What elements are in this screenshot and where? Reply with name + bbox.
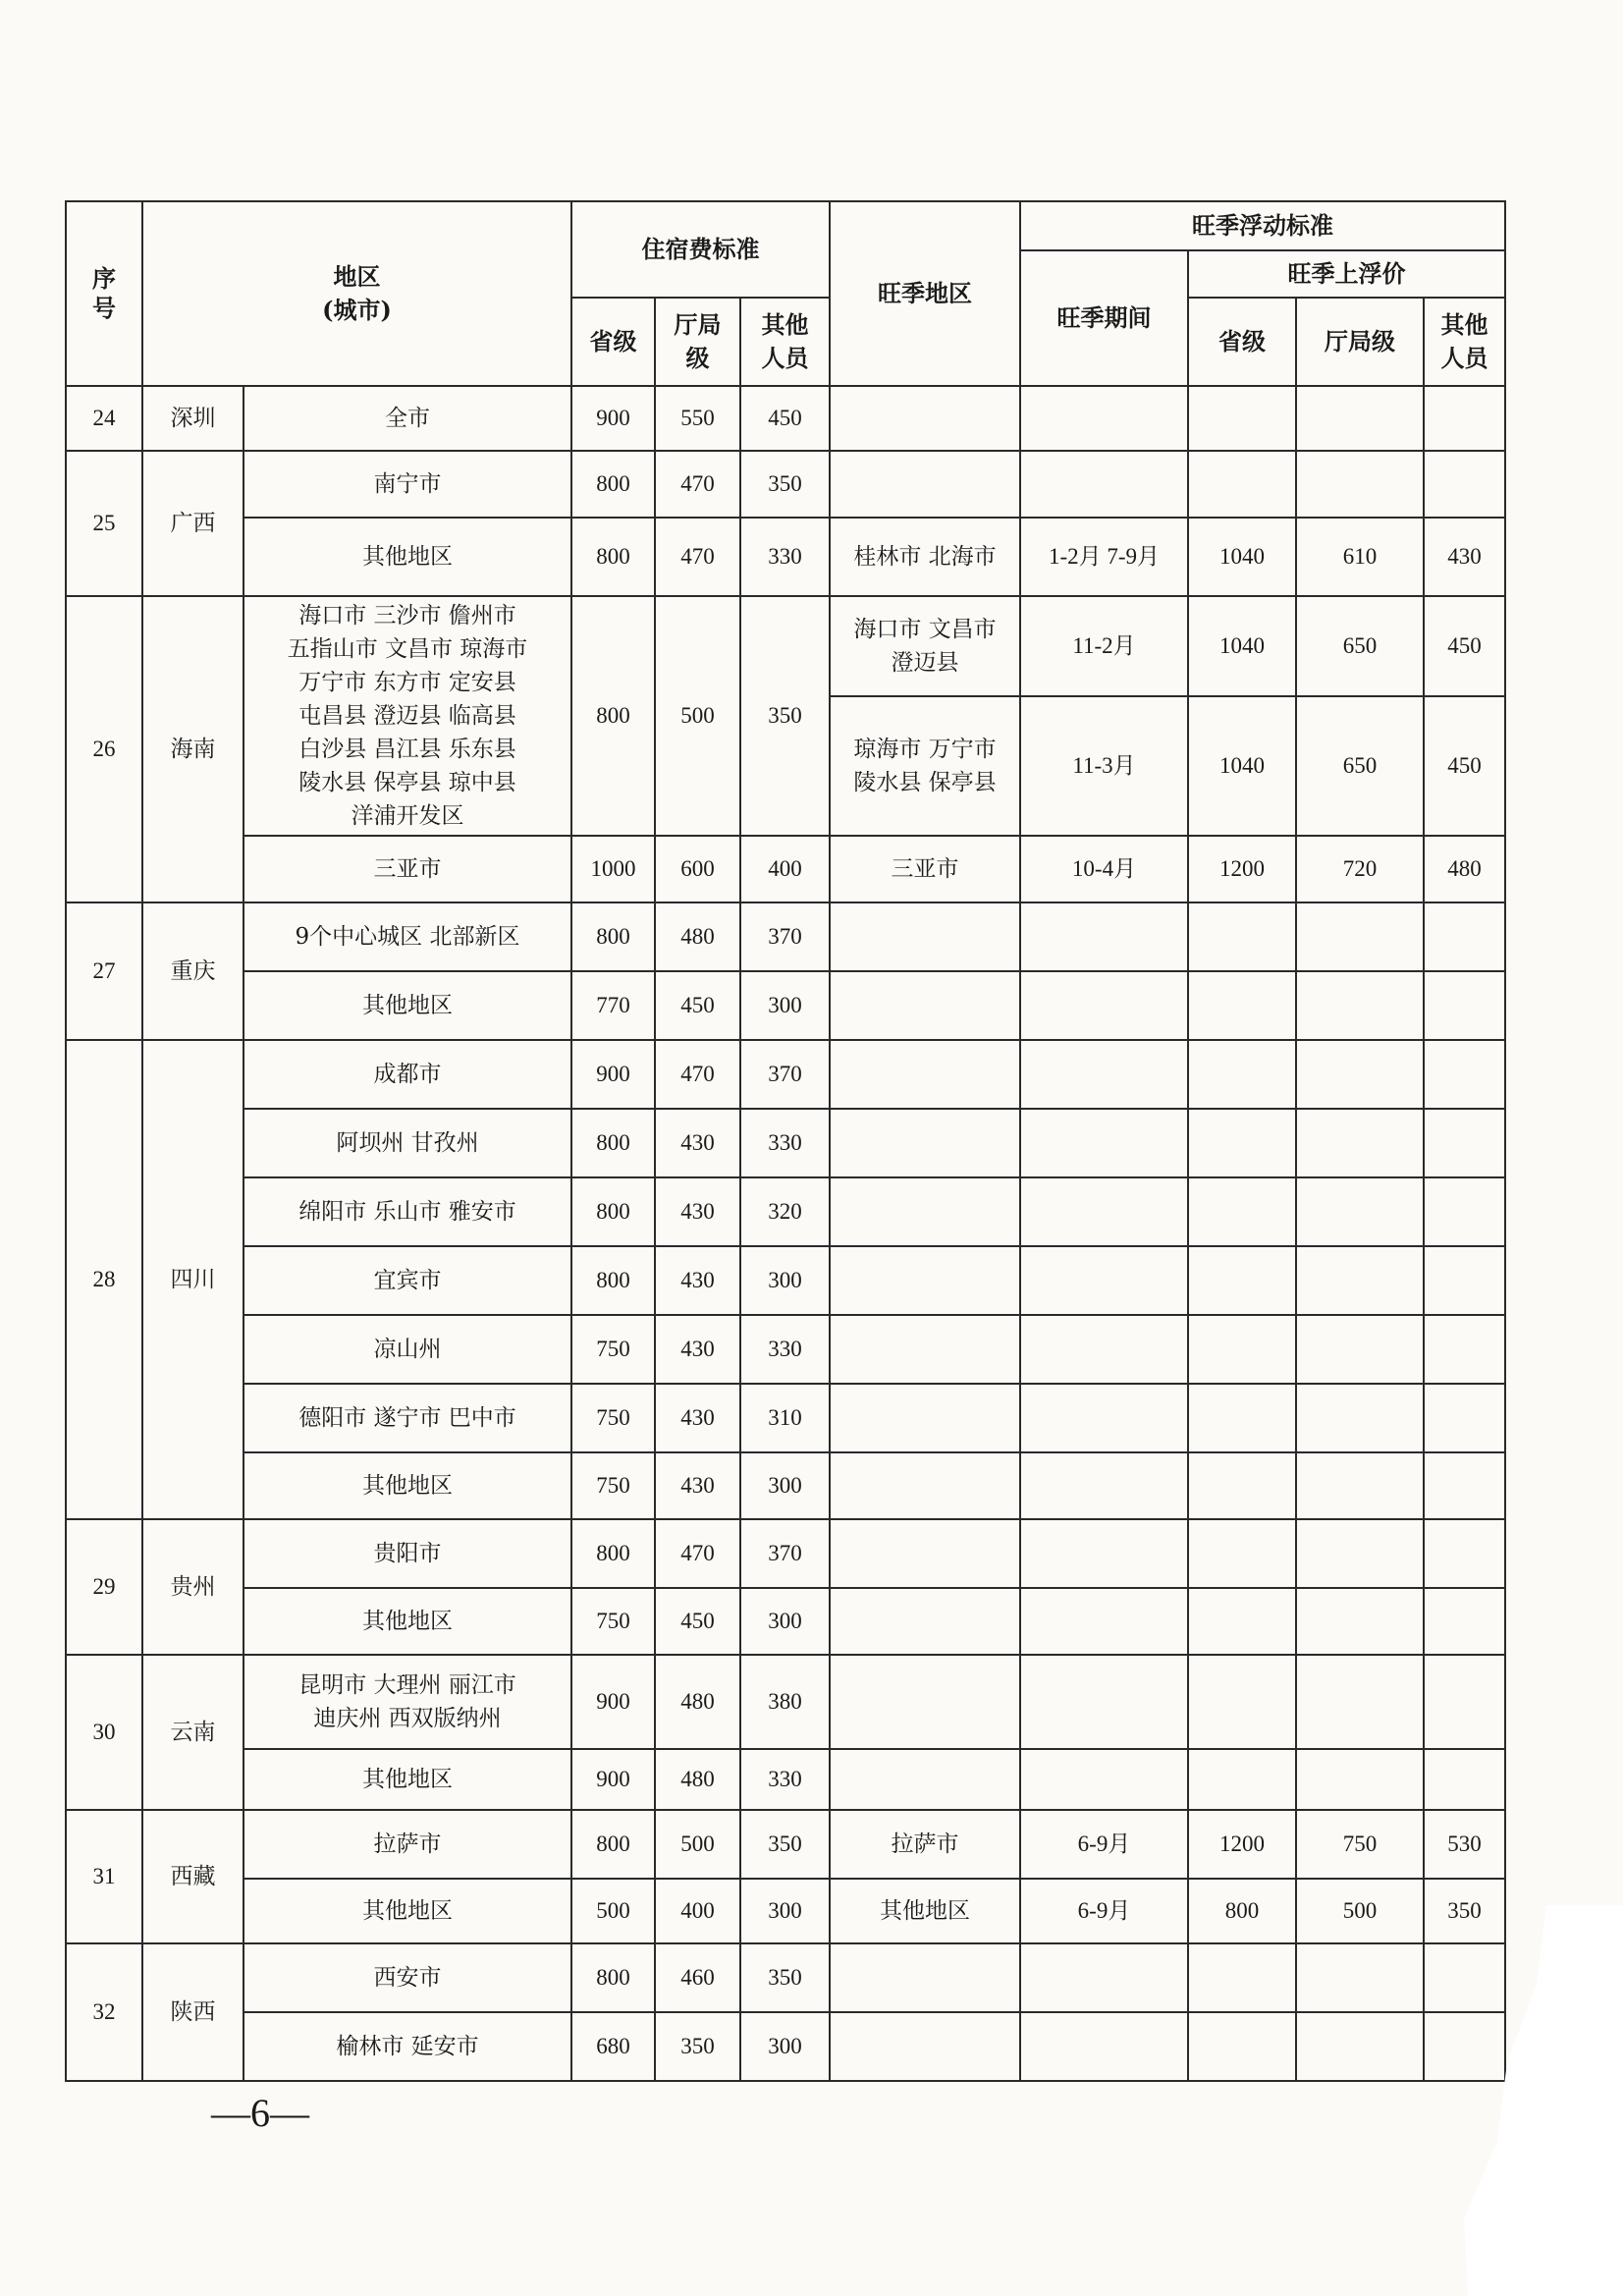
header-peak-float: 旺季浮动标准: [1020, 201, 1505, 250]
others-cell: 370: [740, 902, 830, 971]
peak-bureau-cell: [1296, 1246, 1424, 1315]
provincial-cell: 1000: [571, 836, 655, 902]
others-cell: 330: [740, 1109, 830, 1177]
peak-period-cell: 11-3月: [1020, 696, 1188, 836]
others-cell: 350: [740, 596, 830, 836]
table-row: [66, 2012, 1505, 2081]
bureau-cell: 430: [655, 1452, 740, 1519]
area-cell: 贵阳市: [243, 1519, 571, 1588]
bureau-cell: 480: [655, 1749, 740, 1810]
peak-area-cell: [830, 1943, 1020, 2012]
peak-period-cell: [1020, 1109, 1188, 1177]
province-cell: 云南: [142, 1655, 243, 1810]
others-cell: 320: [740, 1177, 830, 1246]
area-cell: 三亚市: [243, 836, 571, 902]
peak-provincial-cell: [1188, 386, 1296, 451]
peak-others-cell: [1424, 386, 1505, 451]
peak-provincial-cell: [1188, 2012, 1296, 2081]
peak-bureau-cell: [1296, 1519, 1424, 1588]
peak-period-cell: [1020, 451, 1188, 518]
peak-area-cell: [830, 1109, 1020, 1177]
others-cell: 330: [740, 518, 830, 596]
peak-period-cell: [1020, 2012, 1188, 2081]
table-row: [66, 386, 1505, 451]
peak-provincial-cell: 1040: [1188, 518, 1296, 596]
area-cell: 其他地区: [243, 971, 571, 1040]
bureau-cell: 430: [655, 1109, 740, 1177]
area-cell: 德阳市 遂宁市 巴中市: [243, 1384, 571, 1452]
provincial-cell: 680: [571, 2012, 655, 2081]
peak-period-cell: [1020, 1519, 1188, 1588]
table-row: [66, 1109, 1505, 1177]
area-cell: 凉山州: [243, 1315, 571, 1384]
peak-area-cell: 拉萨市: [830, 1810, 1020, 1879]
provincial-cell: 800: [571, 518, 655, 596]
peak-provincial-cell: [1188, 1315, 1296, 1384]
peak-provincial-cell: 800: [1188, 1879, 1296, 1943]
peak-provincial-cell: [1188, 1246, 1296, 1315]
seq-cell: 24: [66, 386, 142, 451]
peak-period-cell: [1020, 1588, 1188, 1655]
peak-period-cell: [1020, 971, 1188, 1040]
table-row: [66, 1452, 1505, 1519]
peak-bureau-cell: 500: [1296, 1879, 1424, 1943]
peak-period-cell: 6-9月: [1020, 1879, 1188, 1943]
area-cell: 宜宾市: [243, 1246, 571, 1315]
peak-others-cell: [1424, 902, 1505, 971]
peak-provincial-cell: [1188, 1655, 1296, 1749]
peak-area-cell: [830, 1452, 1020, 1519]
others-cell: 350: [740, 1943, 830, 2012]
bureau-cell: 500: [655, 596, 740, 836]
others-cell: 300: [740, 971, 830, 1040]
peak-provincial-cell: [1188, 1384, 1296, 1452]
peak-others-cell: [1424, 1519, 1505, 1588]
peak-others-cell: [1424, 1109, 1505, 1177]
bureau-cell: 430: [655, 1246, 740, 1315]
seq-cell: 29: [66, 1519, 142, 1655]
peak-others-cell: 350: [1424, 1879, 1505, 1943]
bureau-cell: 400: [655, 1879, 740, 1943]
province-cell: 陕西: [142, 1943, 243, 2081]
peak-area-cell: 三亚市: [830, 836, 1020, 902]
area-cell: 海口市 三沙市 儋州市 五指山市 文昌市 琼海市 万宁市 东方市 定安县 屯昌县 澄迈县 临高县 白沙县 昌江县 乐东县 陵水县 保亭县 琼中县 洋浦开发区: [243, 596, 571, 836]
area-cell: 昆明市 大理州 丽江市 迪庆州 西双版纳州: [243, 1655, 571, 1749]
seq-cell: 31: [66, 1810, 142, 1943]
header-provincial: 省级: [571, 298, 655, 386]
header-lodging-standard: 住宿费标准: [571, 201, 830, 298]
table-row: [66, 1177, 1505, 1246]
bureau-cell: 550: [655, 386, 740, 451]
peak-provincial-cell: 1040: [1188, 696, 1296, 836]
peak-bureau-cell: [1296, 1040, 1424, 1109]
bureau-cell: 500: [655, 1810, 740, 1879]
peak-bureau-cell: [1296, 971, 1424, 1040]
peak-period-cell: 1-2月 7-9月: [1020, 518, 1188, 596]
peak-area-cell: [830, 1749, 1020, 1810]
provincial-cell: 800: [571, 451, 655, 518]
peak-others-cell: [1424, 1384, 1505, 1452]
bureau-cell: 470: [655, 451, 740, 518]
area-cell: 榆林市 延安市: [243, 2012, 571, 2081]
peak-area-cell: [830, 2012, 1020, 2081]
peak-others-cell: [1424, 1246, 1505, 1315]
peak-provincial-cell: [1188, 1519, 1296, 1588]
provincial-cell: 800: [571, 1177, 655, 1246]
others-cell: 350: [740, 1810, 830, 1879]
provincial-cell: 900: [571, 1749, 655, 1810]
bureau-cell: 460: [655, 1943, 740, 2012]
provincial-cell: 900: [571, 1040, 655, 1109]
header-bureau: 厅局级: [655, 298, 740, 386]
peak-period-cell: [1020, 386, 1188, 451]
header-peak-period: 旺季期间: [1020, 250, 1188, 386]
peak-period-cell: [1020, 1315, 1188, 1384]
others-cell: 450: [740, 386, 830, 451]
peak-provincial-cell: [1188, 1177, 1296, 1246]
peak-others-cell: 430: [1424, 518, 1505, 596]
others-cell: 310: [740, 1384, 830, 1452]
others-cell: 300: [740, 2012, 830, 2081]
table-row: [66, 1040, 1505, 1109]
area-cell: 西安市: [243, 1943, 571, 2012]
peak-bureau-cell: [1296, 386, 1424, 451]
peak-provincial-cell: [1188, 1749, 1296, 1810]
area-cell: 绵阳市 乐山市 雅安市: [243, 1177, 571, 1246]
peak-bureau-cell: [1296, 1315, 1424, 1384]
province-cell: 贵州: [142, 1519, 243, 1655]
peak-area-cell: [830, 1040, 1020, 1109]
peak-provincial-cell: 1200: [1188, 836, 1296, 902]
peak-others-cell: [1424, 1040, 1505, 1109]
provincial-cell: 800: [571, 1246, 655, 1315]
table-row: [66, 902, 1505, 971]
seq-cell: 32: [66, 1943, 142, 2081]
peak-bureau-cell: [1296, 1749, 1424, 1810]
bureau-cell: 430: [655, 1177, 740, 1246]
header-row-1: [66, 201, 1505, 250]
provincial-cell: 800: [571, 902, 655, 971]
others-cell: 300: [740, 1246, 830, 1315]
area-cell: 其他地区: [243, 1749, 571, 1810]
header-peak-markup: 旺季上浮价: [1188, 250, 1505, 298]
table-row: [66, 1943, 1505, 2012]
area-cell: 9个中心城区 北部新区: [243, 902, 571, 971]
seq-cell: 28: [66, 1040, 142, 1519]
provincial-cell: 800: [571, 1810, 655, 1879]
header-provincial-2: 省级: [1188, 298, 1296, 386]
peak-bureau-cell: 650: [1296, 696, 1424, 836]
peak-others-cell: [1424, 2012, 1505, 2081]
peak-period-cell: [1020, 1749, 1188, 1810]
peak-bureau-cell: [1296, 1384, 1424, 1452]
peak-period-cell: [1020, 1655, 1188, 1749]
peak-others-cell: [1424, 1943, 1505, 2012]
peak-others-cell: 450: [1424, 596, 1505, 696]
peak-others-cell: [1424, 971, 1505, 1040]
area-cell: 其他地区: [243, 1879, 571, 1943]
peak-area-cell: 桂林市 北海市: [830, 518, 1020, 596]
peak-provincial-cell: [1188, 1588, 1296, 1655]
table-row: [66, 1655, 1505, 1749]
provincial-cell: 800: [571, 1109, 655, 1177]
peak-period-cell: 6-9月: [1020, 1810, 1188, 1879]
peak-provincial-cell: [1188, 1452, 1296, 1519]
peak-area-cell: [830, 1519, 1020, 1588]
page-number: —6—: [211, 2091, 309, 2135]
provincial-cell: 750: [571, 1384, 655, 1452]
others-cell: 300: [740, 1452, 830, 1519]
peak-area-cell: 海口市 文昌市 澄迈县: [830, 596, 1020, 696]
peak-bureau-cell: [1296, 2012, 1424, 2081]
bureau-cell: 480: [655, 1655, 740, 1749]
province-cell: 重庆: [142, 902, 243, 1040]
peak-bureau-cell: [1296, 1655, 1424, 1749]
seq-cell: 26: [66, 596, 142, 902]
peak-bureau-cell: [1296, 902, 1424, 971]
provincial-cell: 500: [571, 1879, 655, 1943]
peak-others-cell: [1424, 1315, 1505, 1384]
table-row: [66, 1384, 1505, 1452]
province-cell: 海南: [142, 596, 243, 902]
province-cell: 西藏: [142, 1810, 243, 1943]
peak-others-cell: [1424, 1588, 1505, 1655]
peak-provincial-cell: [1188, 902, 1296, 971]
bureau-cell: 350: [655, 2012, 740, 2081]
others-cell: 330: [740, 1749, 830, 1810]
header-bureau-2: 厅局级: [1296, 298, 1424, 386]
seq-cell: 25: [66, 451, 142, 596]
others-cell: 380: [740, 1655, 830, 1749]
provincial-cell: 800: [571, 596, 655, 836]
peak-area-cell: [830, 1384, 1020, 1452]
area-cell: 阿坝州 甘孜州: [243, 1109, 571, 1177]
peak-provincial-cell: [1188, 1109, 1296, 1177]
area-cell: 南宁市: [243, 451, 571, 518]
peak-others-cell: [1424, 1177, 1505, 1246]
lodging-standards-table: [65, 200, 1506, 2082]
peak-period-cell: [1020, 1246, 1188, 1315]
others-cell: 300: [740, 1588, 830, 1655]
province-cell: 广西: [142, 451, 243, 596]
peak-area-cell: 琼海市 万宁市 陵水县 保亭县: [830, 696, 1020, 836]
peak-area-cell: [830, 451, 1020, 518]
bureau-cell: 470: [655, 1040, 740, 1109]
bureau-cell: 480: [655, 902, 740, 971]
peak-others-cell: [1424, 1655, 1505, 1749]
peak-bureau-cell: 720: [1296, 836, 1424, 902]
peak-period-cell: [1020, 1452, 1188, 1519]
peak-provincial-cell: [1188, 1040, 1296, 1109]
peak-provincial-cell: [1188, 451, 1296, 518]
header-peak-region: 旺季地区: [830, 201, 1020, 386]
header-region: 地区 (城市): [142, 201, 571, 386]
header-others-2: 其他人员: [1424, 298, 1505, 386]
seq-cell: 27: [66, 902, 142, 1040]
table-row: [66, 1246, 1505, 1315]
peak-period-cell: [1020, 1943, 1188, 2012]
peak-bureau-cell: [1296, 1452, 1424, 1519]
peak-period-cell: 10-4月: [1020, 836, 1188, 902]
table-row: [66, 971, 1505, 1040]
table-row: [66, 1588, 1505, 1655]
provincial-cell: 800: [571, 1943, 655, 2012]
peak-others-cell: 530: [1424, 1810, 1505, 1879]
table-row: [66, 1315, 1505, 1384]
bureau-cell: 470: [655, 518, 740, 596]
others-cell: 350: [740, 451, 830, 518]
area-cell: 其他地区: [243, 1452, 571, 1519]
peak-bureau-cell: [1296, 1943, 1424, 2012]
others-cell: 370: [740, 1519, 830, 1588]
provincial-cell: 750: [571, 1315, 655, 1384]
peak-bureau-cell: [1296, 451, 1424, 518]
table-row: [66, 518, 1505, 596]
area-cell: 其他地区: [243, 1588, 571, 1655]
others-cell: 300: [740, 1879, 830, 1943]
province-cell: 深圳: [142, 386, 243, 451]
others-cell: 330: [740, 1315, 830, 1384]
table-row: [66, 836, 1505, 902]
provincial-cell: 900: [571, 1655, 655, 1749]
bureau-cell: 450: [655, 1588, 740, 1655]
peak-provincial-cell: [1188, 971, 1296, 1040]
peak-others-cell: 450: [1424, 696, 1505, 836]
table-row: [66, 596, 1505, 696]
header-others: 其他人员: [740, 298, 830, 386]
peak-period-cell: [1020, 902, 1188, 971]
peak-area-cell: [830, 1655, 1020, 1749]
peak-bureau-cell: [1296, 1177, 1424, 1246]
table-row: [66, 1879, 1505, 1943]
peak-period-cell: [1020, 1384, 1188, 1452]
bureau-cell: 600: [655, 836, 740, 902]
peak-others-cell: [1424, 451, 1505, 518]
bureau-cell: 470: [655, 1519, 740, 1588]
peak-period-cell: [1020, 1177, 1188, 1246]
peak-area-cell: [830, 902, 1020, 971]
peak-area-cell: [830, 386, 1020, 451]
provincial-cell: 900: [571, 386, 655, 451]
provincial-cell: 750: [571, 1588, 655, 1655]
peak-period-cell: 11-2月: [1020, 596, 1188, 696]
peak-others-cell: [1424, 1749, 1505, 1810]
peak-area-cell: [830, 1588, 1020, 1655]
others-cell: 370: [740, 1040, 830, 1109]
peak-area-cell: [830, 971, 1020, 1040]
peak-provincial-cell: 1200: [1188, 1810, 1296, 1879]
peak-area-cell: [830, 1177, 1020, 1246]
provincial-cell: 750: [571, 1452, 655, 1519]
peak-others-cell: 480: [1424, 836, 1505, 902]
provincial-cell: 770: [571, 971, 655, 1040]
peak-bureau-cell: 610: [1296, 518, 1424, 596]
table-row: [66, 1749, 1505, 1810]
seq-cell: 30: [66, 1655, 142, 1810]
peak-bureau-cell: [1296, 1109, 1424, 1177]
table-row: [66, 1810, 1505, 1879]
peak-area-cell: [830, 1246, 1020, 1315]
area-cell: 其他地区: [243, 518, 571, 596]
peak-bureau-cell: [1296, 1588, 1424, 1655]
bureau-cell: 430: [655, 1384, 740, 1452]
province-cell: 四川: [142, 1040, 243, 1519]
header-seq: 序号: [66, 201, 142, 386]
area-cell: 成都市: [243, 1040, 571, 1109]
area-cell: 拉萨市: [243, 1810, 571, 1879]
peak-period-cell: [1020, 1040, 1188, 1109]
peak-provincial-cell: [1188, 1943, 1296, 2012]
bureau-cell: 450: [655, 971, 740, 1040]
peak-provincial-cell: 1040: [1188, 596, 1296, 696]
others-cell: 400: [740, 836, 830, 902]
peak-area-cell: 其他地区: [830, 1879, 1020, 1943]
peak-bureau-cell: 750: [1296, 1810, 1424, 1879]
provincial-cell: 800: [571, 1519, 655, 1588]
peak-area-cell: [830, 1315, 1020, 1384]
table-row: [66, 1519, 1505, 1588]
table-row: [66, 451, 1505, 518]
peak-bureau-cell: 650: [1296, 596, 1424, 696]
peak-others-cell: [1424, 1452, 1505, 1519]
area-cell: 全市: [243, 386, 571, 451]
bureau-cell: 430: [655, 1315, 740, 1384]
